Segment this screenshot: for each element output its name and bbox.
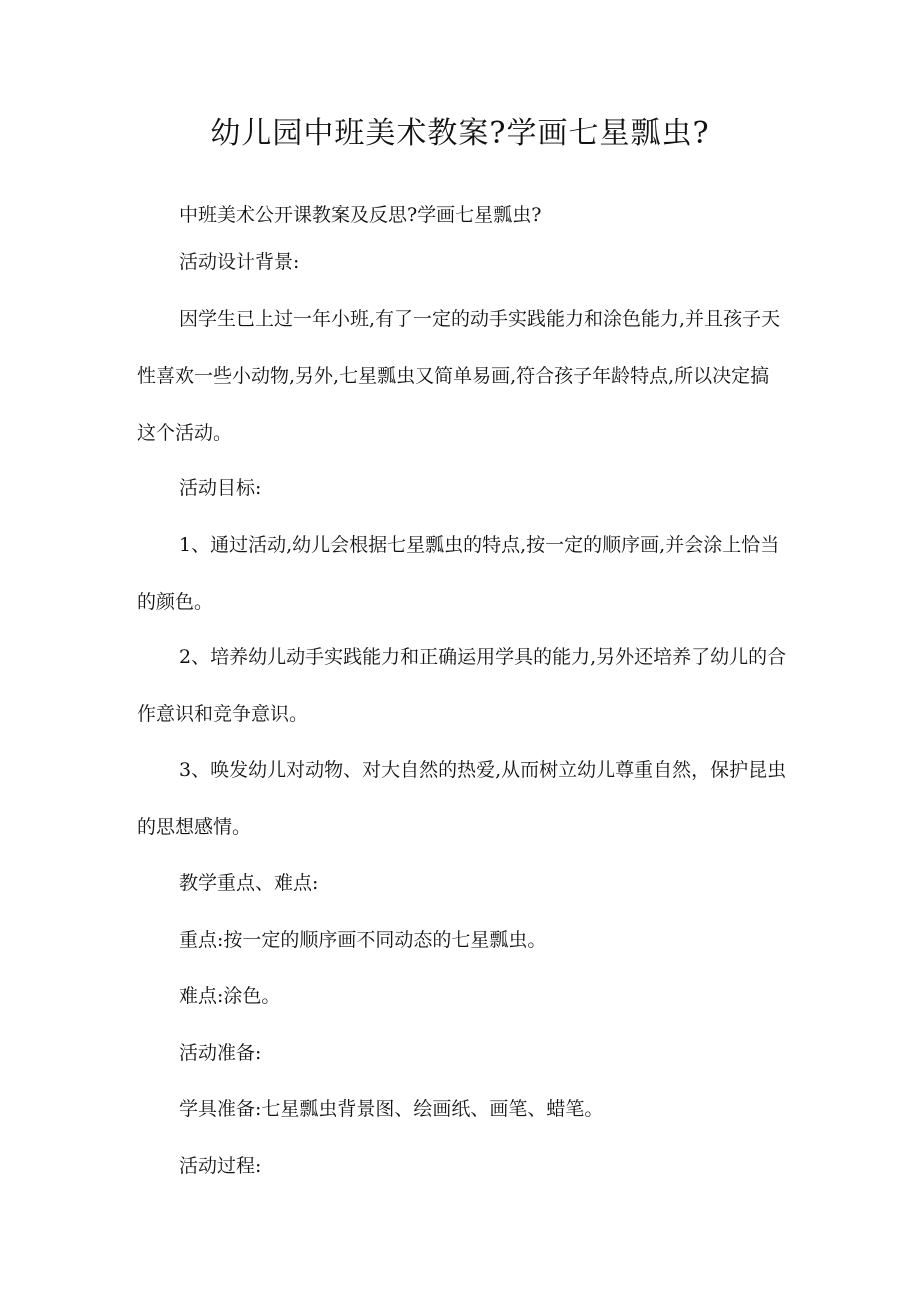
subtitle-paragraph: 中班美术公开课教案及反思?学画七星瓢虫? bbox=[179, 204, 542, 226]
document-title: 幼儿园中班美术教案?学画七星瓢虫? bbox=[210, 116, 710, 151]
key-point-paragraph: 重点:按一定的顺序画不同动态的七星瓢虫。 bbox=[179, 929, 547, 951]
goal-item-3: 3、唤发幼儿对动物、对大自然的热爱,从而树立幼儿尊重自然，保护昆虫的思想感情。 bbox=[137, 759, 787, 838]
materials-paragraph: 学具准备:七星瓢虫背景图、绘画纸、画笔、蜡笔。 bbox=[179, 1098, 604, 1120]
section-heading-goals: 活动目标: bbox=[179, 477, 262, 499]
section-heading-preparation: 活动准备: bbox=[179, 1042, 262, 1064]
goal-item-1: 1、通过活动,幼儿会根据七星瓢虫的特点,按一定的顺序画,并会涂上恰当的颜色。 bbox=[137, 534, 780, 613]
section-heading-key-points: 教学重点、难点: bbox=[179, 872, 319, 894]
goal-item-2: 2、培养幼儿动手实践能力和正确运用学具的能力,另外还培养了幼儿的合作意识和竞争意识。 bbox=[137, 646, 787, 725]
section-heading-background: 活动设计背景: bbox=[179, 251, 300, 273]
background-paragraph: 因学生已上过一年小班,有了一定的动手实践能力和涂色能力,并且孩子天性喜欢一些小动物,另外,七星瓢虫又简单易画,符合孩子年龄特点,所以决定搞这个活动。 bbox=[137, 308, 781, 444]
difficulty-paragraph: 难点:涂色。 bbox=[179, 985, 281, 1007]
section-heading-process: 活动过程: bbox=[179, 1155, 262, 1177]
